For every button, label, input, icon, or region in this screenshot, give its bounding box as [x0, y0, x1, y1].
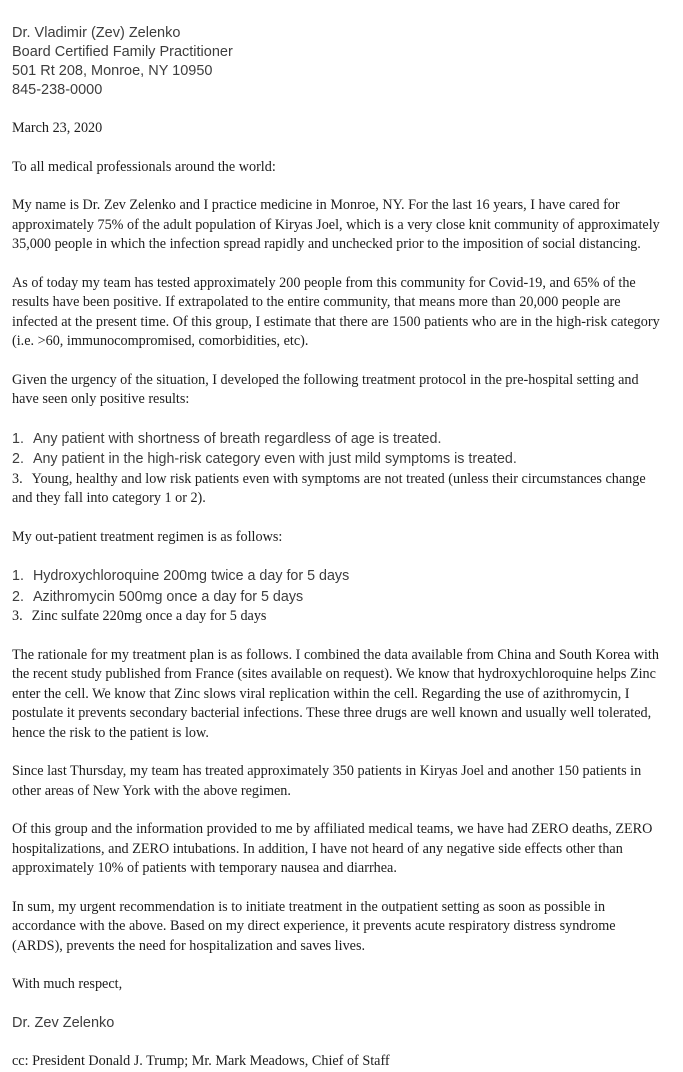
- letterhead: [12, 24, 667, 100]
- paragraph-recommendation: In sum, my urgent recommendation is to initiate treatment in the outpatient setting as soon as possible in accordance with the above. Based on my direct experience, it prevents acute respiratory distress syndrome (ARDS), prevents the need for hospitalization and saves lives.: [12, 898, 616, 954]
- paragraph-intro: My name is Dr. Zev Zelenko and I practice medicine in Monroe, NY. For the last 16 years, I have cared for approximately 75% of the adult population of Kiryas Joel, which is a very close knit community of approximately 35,000 people in which the infection spread rapidly and unchecked prior to the imposition of social distancing.: [12, 197, 660, 252]
- protocol-item-3-number: 3.: [12, 470, 23, 487]
- protocol-item-1: [12, 429, 667, 450]
- regimen-item-3-number: 3.: [12, 608, 23, 624]
- paragraph-testing: As of today my team has tested approximately 200 people from this community for Covid-19, and 65% of the results have been positive. If extrapolated to the entire community, that means more than 20,000 people are infected at the present time. Of this group, I estimate that there are 1500 patients who are in the high-risk category (i.e. >60, immunocompromised, comorbidities, etc).: [12, 274, 660, 349]
- regimen-item-3: [12, 607, 667, 627]
- protocol-item-2-text: Any patient in the high-risk category even with just mild symptoms is treated.: [32, 451, 517, 467]
- protocol-item-3-text: Young, healthy and low risk patients even with symptoms are not treated (unless their circumstances change and they fall into category 1 or 2).: [12, 470, 646, 506]
- sender-title: Board Certified Family Practitioner: [12, 44, 233, 60]
- salutation: To all medical professionals around the world:: [12, 158, 276, 175]
- protocol-item-1-text: Any patient with shortness of breath regardless of age is treated.: [32, 430, 442, 447]
- regimen-item-3-text: Zinc sulfate 220mg once a day for 5 days: [31, 608, 267, 624]
- regimen-item-2-number: 2.: [12, 588, 24, 605]
- date-line: March 23, 2020: [12, 120, 103, 136]
- paragraph-rationale: The rationale for my treatment plan is as follows. I combined the data available from China and South Korea with the recent study published from France (sites available on request). We know that hydroxychloroquine helps Zinc enter the cell. We know that Zinc slows viral replication within the cell. Regarding the use of azithromycin, I postulate it prevents secondary bacterial infections. These three drugs are well known and usually well tolerated, hence the risk to the patient is low.: [12, 646, 659, 741]
- regimen-list: [12, 566, 667, 627]
- paragraph-outcomes: Of this group and the information provided to me by affiliated medical teams, we have had ZERO deaths, ZERO hospitalizations, and ZERO intubations. In addition, I have not heard of any negative side effects other than approximately 10% of patients with temporary nausea and diarrhea.: [12, 821, 653, 876]
- regimen-item-2-text: Azithromycin 500mg once a day for 5 days: [32, 588, 304, 605]
- paragraph-regimen-intro: My out-patient treatment regimen is as follows:: [12, 528, 283, 545]
- protocol-item-2-number: 2.: [12, 451, 24, 467]
- cc-line: cc: President Donald J. Trump; Mr. Mark Meadows, Chief of Staff: [12, 1053, 390, 1069]
- regimen-item-1-number: 1.: [12, 568, 24, 584]
- paragraph-results: Since last Thursday, my team has treated approximately 350 patients in Kiryas Joel and another 150 patients in other areas of New York with the above regimen.: [12, 763, 642, 799]
- treatment-protocol-list: [12, 429, 667, 509]
- regimen-item-1-text: Hydroxychloroquine 200mg twice a day for 5 days: [32, 568, 350, 584]
- protocol-item-2: [12, 449, 667, 470]
- valediction: With much respect,: [12, 976, 123, 992]
- sender-address: 501 Rt 208, Monroe, NY 10950: [12, 63, 213, 79]
- paragraph-urgency: Given the urgency of the situation, I developed the following treatment protocol in the pre-hospital setting and have seen only positive results:: [12, 371, 639, 407]
- protocol-item-1-number: 1.: [12, 430, 24, 447]
- regimen-item-1: [12, 566, 667, 587]
- signature: Dr. Zev Zelenko: [12, 1014, 115, 1031]
- regimen-item-2: [12, 587, 667, 608]
- sender-phone: 845-238-0000: [12, 82, 103, 98]
- protocol-item-3: [12, 470, 667, 509]
- sender-name: Dr. Vladimir (Zev) Zelenko: [12, 25, 181, 41]
